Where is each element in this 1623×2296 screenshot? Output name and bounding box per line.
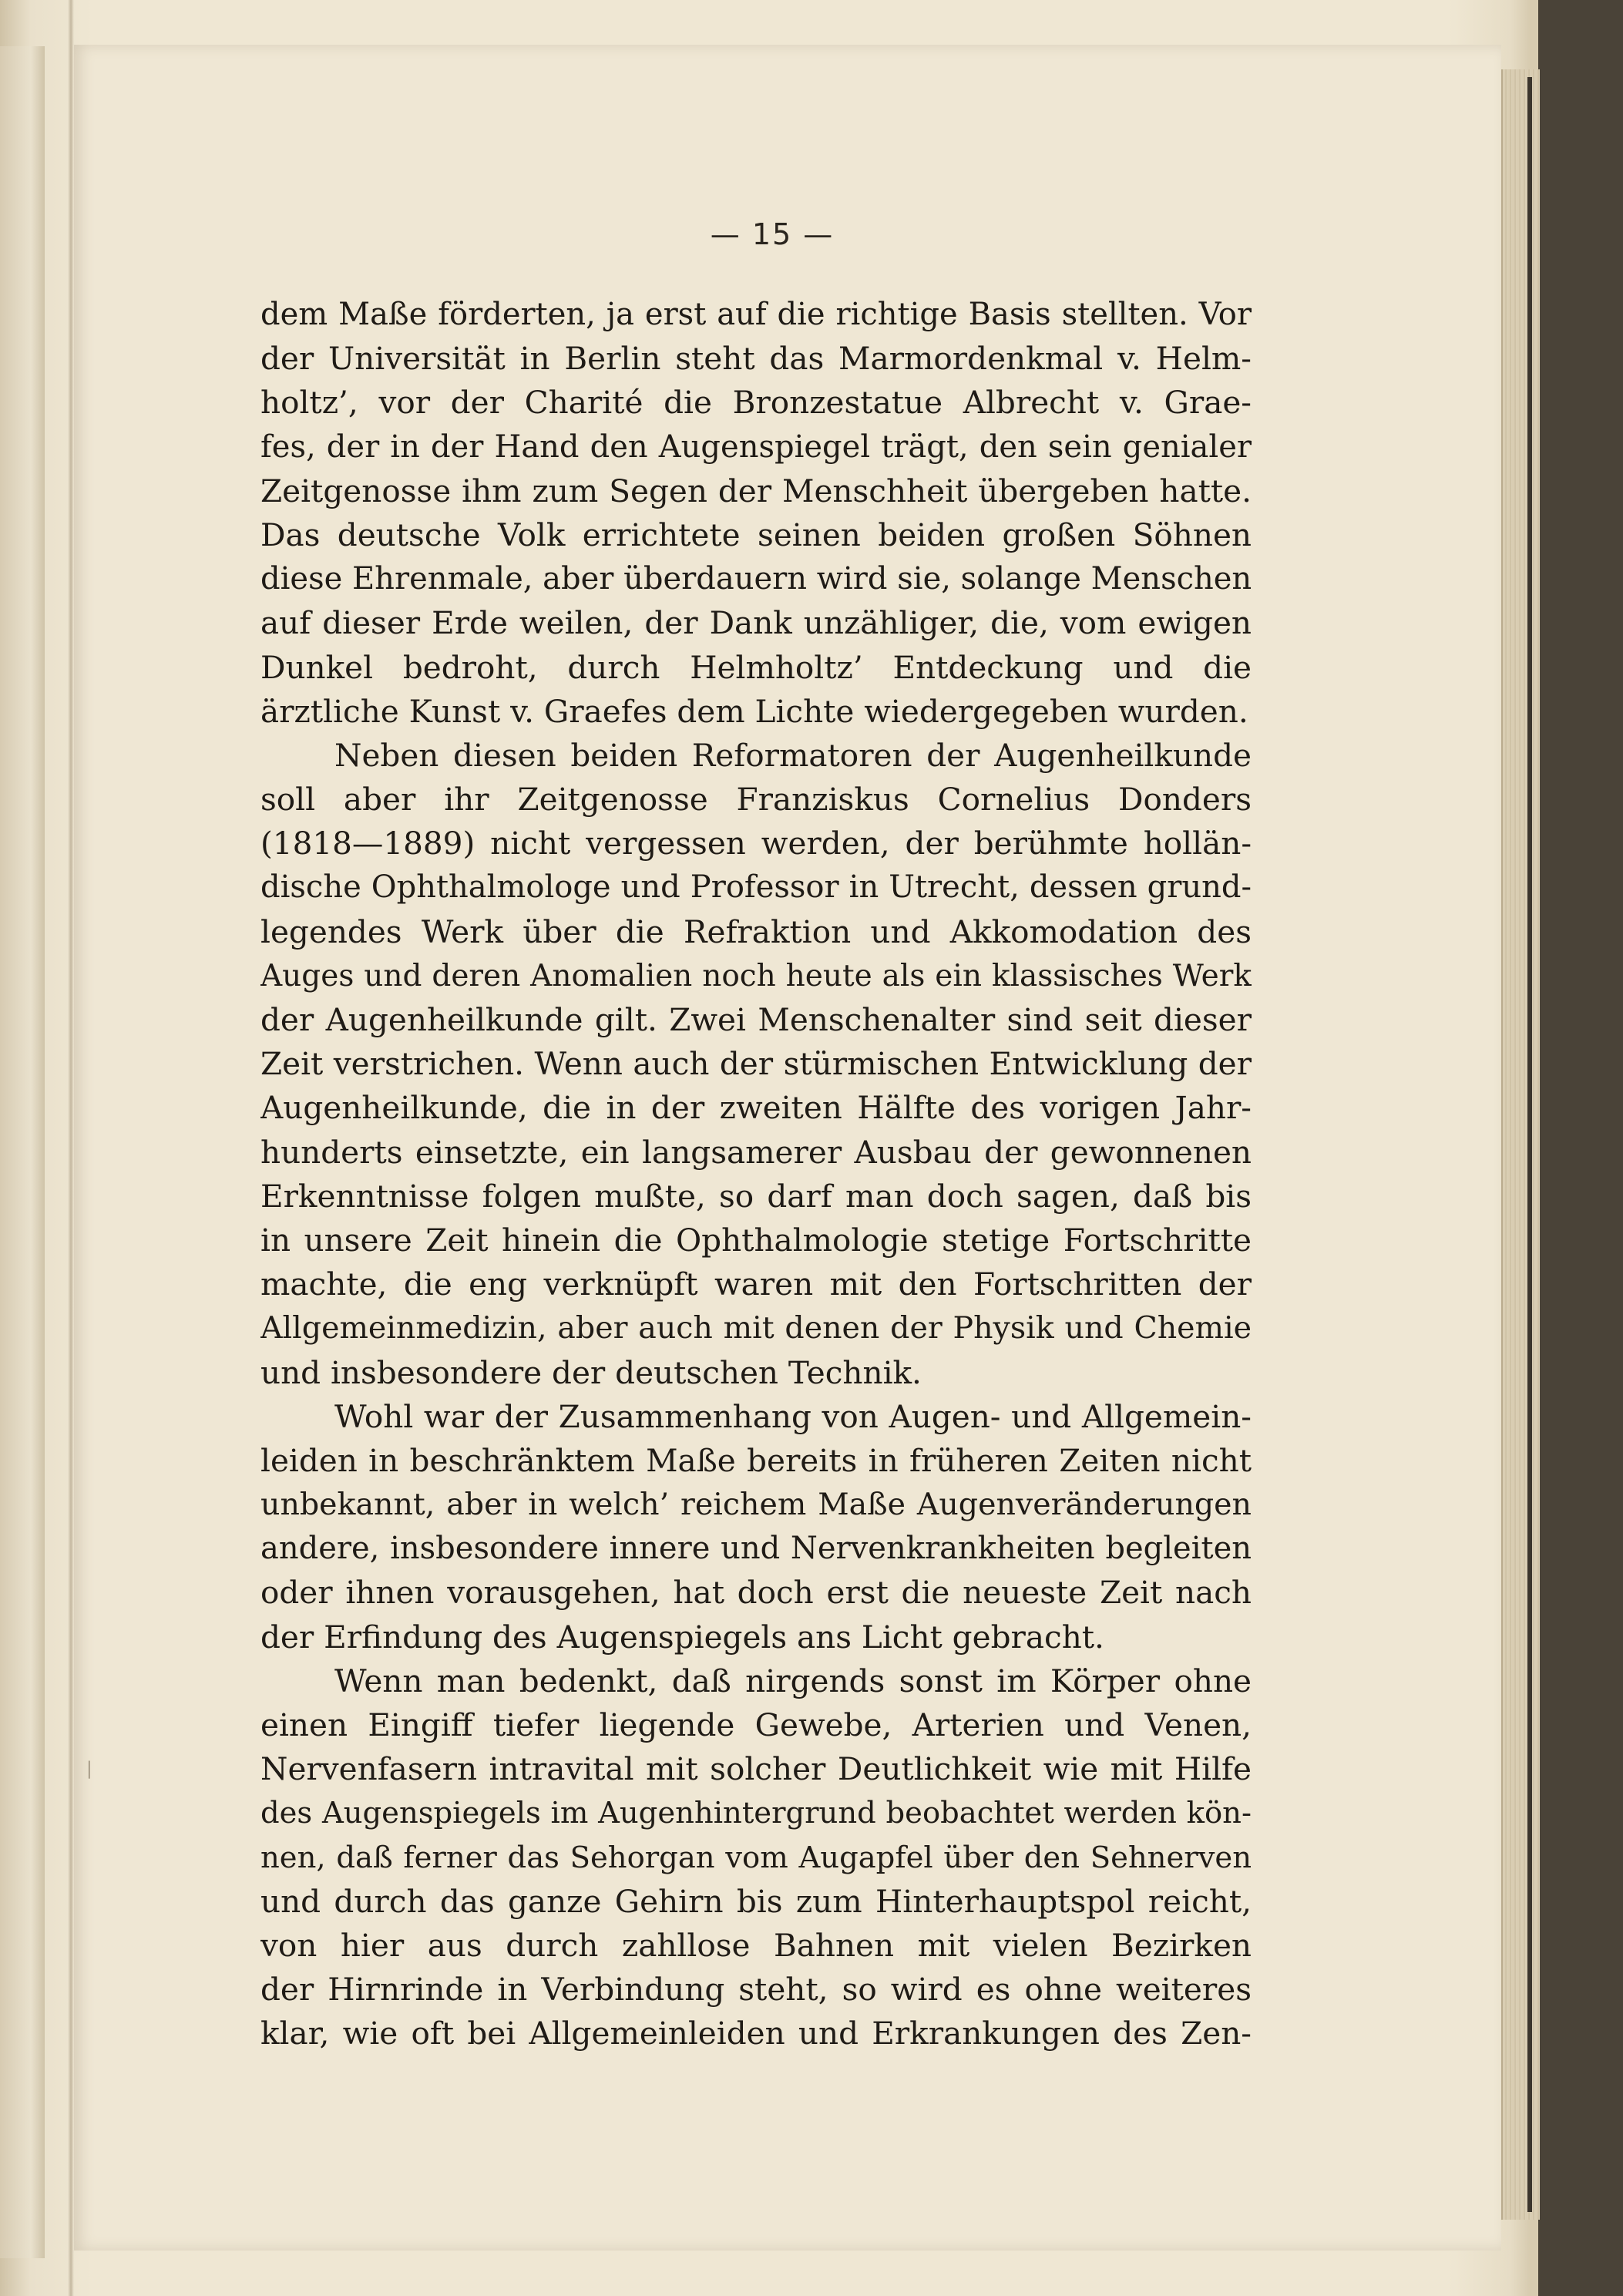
text-line: Neben diesen beiden Reformatoren der Augenheilkunde	[334, 736, 1252, 774]
page-fore-edge	[1501, 69, 1540, 2220]
text-line: nen, daß ferner das Sehorgan vom Augapfel über den Sehnerven	[260, 1840, 1252, 1875]
text-line: andere, insbesondere innere und Nervenkrankheiten begleiten	[260, 1531, 1252, 1567]
body-text	[260, 293, 1252, 2056]
text-line: diese Ehrenmale, aber überdauern wird sie, solange Menschen	[260, 561, 1252, 597]
text-line: legendes Werk über die Refraktion und Akkomodation des	[260, 913, 1252, 950]
text-line: der Hirnrinde in Verbindung steht, so wird es ohne weiteres	[260, 1971, 1252, 2009]
text-line: Wohl war der Zusammenhang von Augen- und Allgemein-	[334, 1397, 1252, 1435]
text-line: unbekannt, aber in welch’ reichem Maße Augenveränderungen	[260, 1487, 1252, 1523]
text-line: Zeit verstrichen. Wenn auch der stürmischen Entwicklung der	[260, 1045, 1252, 1083]
text-line: Allgemeinmedizin, aber auch mit denen der Physik und Chemie	[260, 1310, 1252, 1346]
text-line: hunderts einsetzte, ein langsamerer Ausbau der gewonnenen	[260, 1133, 1252, 1171]
text-line: Das deutsche Volk errichtete seinen beiden großen Söhnen	[260, 516, 1252, 553]
page-edge-shadow	[1527, 77, 1532, 2212]
text-line: des Augenspiegels im Augenhintergrund beobachtet werden kön-	[260, 1796, 1252, 1831]
text-line: (1818—1889) nicht vergessen werden, der berühmte hollän-	[260, 825, 1252, 862]
text-line: fes, der in der Hand den Augenspiegel trägt, den sein genialer	[260, 429, 1252, 465]
text-line: oder ihnen vorausgehen, hat doch erst die neueste Zeit nach	[260, 1574, 1252, 1612]
text-line: in unsere Zeit hinein die Ophthalmologie stetige Fortschritte	[260, 1221, 1252, 1259]
text-line: Dunkel bedroht, durch Helmholtz’ Entdeckung und die	[260, 648, 1252, 686]
text-line: und insbesondere der deutschen Technik.	[260, 1353, 922, 1391]
text-line: Nervenfasern intravital mit solcher Deutlichkeit wie mit Hilfe	[260, 1750, 1252, 1788]
text-line: Erkenntnisse folgen mußte, so darf man doch sagen, daß bis	[260, 1177, 1252, 1215]
left-page-edge	[0, 46, 45, 2258]
text-line: dische Ophthalmologe und Professor in Utrecht, dessen grund-	[260, 869, 1252, 906]
text-line: soll aber ihr Zeitgenosse Franziskus Cornelius Donders	[260, 781, 1252, 819]
page-number: — 15 —	[710, 217, 835, 251]
book-gutter	[68, 0, 74, 2296]
text-line: Zeitgenosse ihm zum Segen der Menschheit übergeben hatte.	[260, 472, 1252, 509]
text-line: ärztliche Kunst v. Graefes dem Lichte wiedergegeben wurden.	[260, 692, 1248, 730]
text-line: der Augenheilkunde gilt. Zwei Menschenalter sind seit dieser	[260, 1001, 1252, 1038]
text-line: der Erfindung des Augenspiegels ans Licht gebracht.	[260, 1618, 1104, 1656]
text-line: klar, wie oft bei Allgemeinleiden und Erkrankungen des Zen-	[260, 2015, 1252, 2052]
text-line: einen Eingiff tiefer liegende Gewebe, Arterien und Venen,	[260, 1706, 1252, 1743]
margin-mark: ᛁ	[83, 1759, 96, 1782]
text-line: und durch das ganze Gehirn bis zum Hinterhauptspol reicht,	[260, 1882, 1252, 1920]
text-line: leiden in beschränktem Maße bereits in früheren Zeiten nicht	[260, 1441, 1252, 1479]
text-line: der Universität in Berlin steht das Marmordenkmal v. Helm-	[260, 340, 1252, 378]
text-line: von hier aus durch zahllose Bahnen mit vielen Bezirken	[260, 1926, 1252, 1964]
text-line: Wenn man bedenkt, daß nirgends sonst im Körper ohne	[334, 1662, 1252, 1699]
text-line: machte, die eng verknüpft waren mit den Fortschritten der	[260, 1266, 1252, 1303]
background-right	[1538, 0, 1623, 2296]
text-line: holtz’, vor der Charité die Bronzestatue Albrecht v. Grae-	[260, 384, 1252, 422]
text-line: auf dieser Erde weilen, der Dank unzähliger, die, vom ewigen	[260, 604, 1252, 642]
text-line: Augenheilkunde, die in der zweiten Hälfte des vorigen Jahr-	[260, 1089, 1252, 1127]
text-line: Auges und deren Anomalien noch heute als ein klassisches Werk	[260, 958, 1252, 993]
text-line: dem Maße förderten, ja erst auf die richtige Basis stellten. Vor	[260, 297, 1252, 332]
